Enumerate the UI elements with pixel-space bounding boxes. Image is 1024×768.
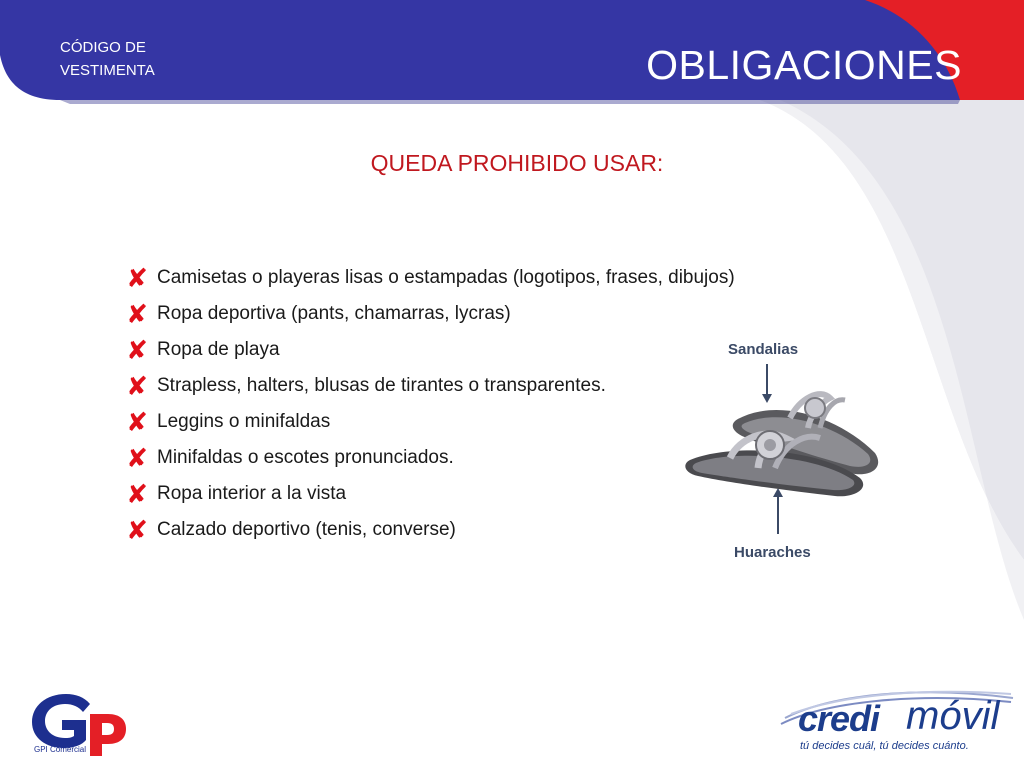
page-title: OBLIGACIONES: [646, 42, 962, 88]
list-item-text: Ropa interior a la vista: [157, 483, 347, 504]
list-item-text: Calzado deportivo (tenis, converse): [157, 519, 456, 540]
list-item-text: Ropa deportiva (pants, chamarras, lycras): [157, 303, 511, 324]
list-item: [120, 476, 735, 512]
list-item-text: Camisetas o playeras lisas o estampadas (logotipos, frases, dibujos): [157, 267, 735, 288]
x-mark-icon: ✘: [126, 478, 148, 509]
credimovil-brand-part2: móvil: [906, 694, 1000, 738]
x-mark-icon: ✘: [126, 406, 148, 437]
list-item-text: Ropa de playa: [157, 339, 280, 360]
credimovil-tagline: tú decides cuál, tú decides cuánto.: [800, 740, 969, 752]
list-item: [120, 332, 735, 368]
x-mark-icon: ✘: [126, 262, 148, 293]
sandalias-label: Sandalias: [728, 341, 799, 358]
x-mark-icon: ✘: [126, 514, 148, 545]
section-label-line1: CÓDIGO DE: [60, 39, 146, 56]
prohibited-list: [120, 260, 735, 548]
list-item-text: Leggins o minifaldas: [157, 411, 331, 432]
x-mark-icon: ✘: [126, 442, 148, 473]
list-item: [120, 512, 735, 548]
x-mark-icon: ✘: [126, 298, 148, 329]
list-item: [120, 296, 735, 332]
subtitle: QUEDA PROHIBIDO USAR:: [370, 150, 664, 176]
list-item: [120, 260, 735, 296]
x-mark-icon: ✘: [126, 370, 148, 401]
credimovil-brand-part1: credi: [798, 698, 880, 739]
gp-caption: GPI Comercial: [34, 745, 87, 754]
section-label: [60, 36, 155, 82]
list-item-text: Strapless, halters, blusas de tirantes o transparentes.: [157, 375, 606, 396]
list-item: [120, 368, 735, 404]
list-item: [120, 440, 735, 476]
list-item: [120, 404, 735, 440]
x-mark-icon: ✘: [126, 334, 148, 365]
list-item-text: Minifaldas o escotes pronunciados.: [157, 447, 454, 468]
huaraches-label: Huaraches: [734, 544, 811, 561]
sandals-image: [670, 328, 892, 582]
section-label-line2: VESTIMENTA: [60, 62, 155, 79]
